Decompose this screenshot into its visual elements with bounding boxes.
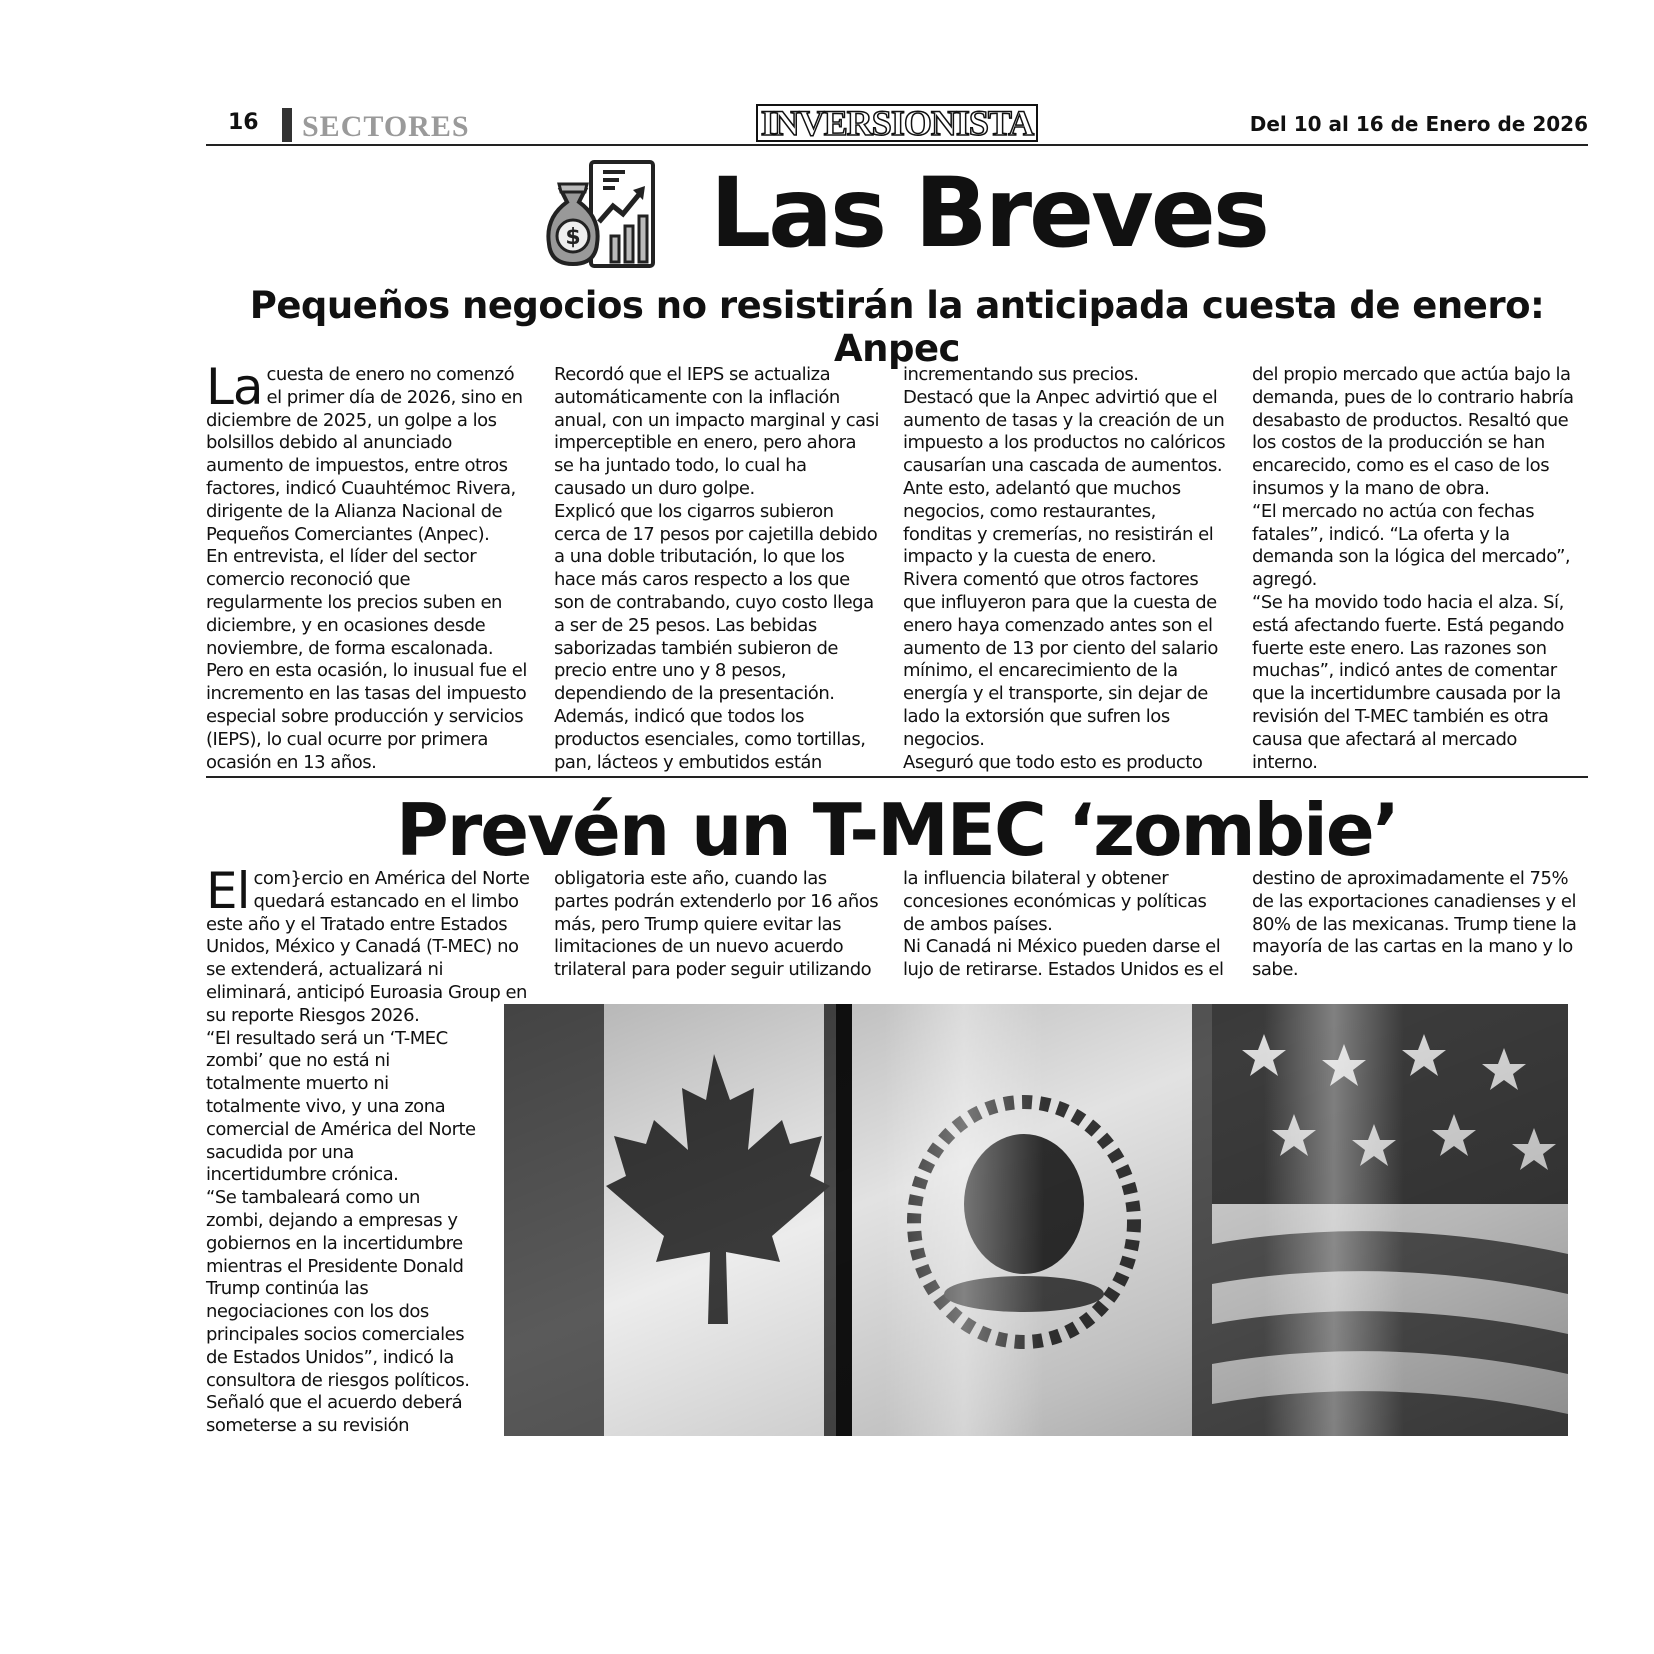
article1-column-2 xyxy=(554,364,879,774)
section-divider xyxy=(206,776,1588,778)
section-bar xyxy=(282,108,292,142)
paragraph: Además, indicó que todos los productos esenciales, como tortillas, pan, lácteos y embutidos están xyxy=(554,705,866,773)
paragraph: la influencia bilateral y obtener concesiones económicas y políticas de ambos países. xyxy=(903,868,1207,935)
page-header xyxy=(206,104,1588,146)
paragraph: “El mercado no actúa con fechas fatales”, indicó. “La oferta y la demanda son la lógica del mercado”, agregó. xyxy=(1252,500,1571,591)
paragraph: obligatoria este año, cuando las partes podrán extenderlo por 16 años más, pero Trump quiere evitar las limitaciones de un nuevo acuerdo trilateral para poder seguir utilizando xyxy=(554,868,879,981)
section-name: SECTORES xyxy=(302,110,470,143)
drop-cap: El xyxy=(206,862,250,920)
article1-column-4 xyxy=(1252,364,1577,774)
article-headline-tmec: Prevén un T-MEC ‘zombie’ xyxy=(395,788,1399,872)
paragraph: cuesta de enero no comenzó el primer día de 2026, sino en diciembre de 2025, un golpe a los bolsillos debido al anunciado aumento de impuestos, entre otros factores, indicó Cuauhtémoc Rivera, dirigente de la Alianza Nacional de Pequeños Comerciantes (Anpec). xyxy=(206,364,523,545)
article1-column-1 xyxy=(206,358,531,774)
paragraph: destino de aproximadamente el 75% de las exportaciones canadienses y el 80% de las mexicanas. Trump tiene la mayoría de las cartas en la mano y lo sabe. xyxy=(1252,868,1577,981)
paragraph: Explicó que los cigarros subieron cerca de 17 pesos por cajetilla debido a una doble tributación, lo que los hace más caros respecto a los que son de contrabando, cuyo costo llega a ser de 25 pesos. Las bebidas saborizadas también subieron de precio entre uno y 8 pesos, dependiendo de la presentación. xyxy=(554,500,878,705)
page-number: 16 xyxy=(228,110,259,135)
section-title: Las Breves xyxy=(710,157,1267,269)
drop-cap: La xyxy=(206,358,263,416)
paragraph: Destacó que la Anpec advirtió que el aumento de tasas y la creación de un impuesto a los productos no calóricos causarían una cascada de aumentos. Ante esto, adelantó que muchos negocios, como restaurantes, fonditas y cremerías, no resistirán el impacto y la cuesta de enero. xyxy=(903,386,1226,568)
paragraph: “Se ha movido todo hacia el alza. Sí, está afectando fuerte. Está pegando fuerte este enero. Las razones son muchas”, indicó antes de comentar que la incertidumbre causada por la revisión del T-MEC también es otra causa que afectará al mercado interno. xyxy=(1252,591,1564,773)
article2-column-4 xyxy=(1252,868,1577,982)
issue-date: Del 10 al 16 de Enero de 2026 xyxy=(1249,112,1588,136)
paragraph: “Se tambaleará como un zombi, dejando a empresas y gobiernos en la incertidumbre mientras el Presidente Donald Trump continúa las negociaciones con los dos principales socios comerciales de Estados Unidos”, indicó la consultora de riesgos políticos. xyxy=(206,1187,470,1391)
paragraph: incrementando sus precios. xyxy=(903,364,1139,385)
flags-canada-mexico-usa-photo xyxy=(504,1004,1568,1436)
paragraph: Pero en esta ocasión, lo inusual fue el incremento en las tasas del impuesto especial sobre producción y servicios (IEPS), lo cual ocurre por primera ocasión en 13 años. xyxy=(206,660,527,773)
article1-column-3 xyxy=(903,364,1228,774)
paragraph: Señaló que el acuerdo deberá someterse a su revisión xyxy=(206,1392,463,1437)
paragraph: Ni Canadá ni México pueden darse el lujo de retirarse. Estados Unidos es el xyxy=(903,936,1224,981)
article2-column-3 xyxy=(903,868,1228,982)
paragraph: com}ercio en América del Norte quedará estancado en el limbo este año y el Tratado entre Estados Unidos, México y Canadá (T-MEC) no se extenderá, actualizará ni eliminará, anticipó Euroasia Group en su reporte Riesgos 2026. xyxy=(206,868,530,1026)
money-bag-chart-icon xyxy=(541,160,657,270)
paragraph: Recordó que el IEPS se actualiza automáticamente con la inflación anual, con un impacto marginal y casi imperceptible en enero, pero ahora se ha juntado todo, lo cual ha causado un duro golpe. xyxy=(554,364,879,499)
article2-column-2 xyxy=(554,868,879,982)
paragraph: Rivera comentó que otros factores que influyeron para que la cuesta de enero haya comenzado antes son el aumento de 13 por ciento del salario mínimo, el encarecimiento de la energía y el transporte, sin dejar de lado la extorsión que sufren los negocios. xyxy=(903,569,1218,750)
svg-text:$: $ xyxy=(565,225,581,250)
paragraph: Aseguró que todo esto es producto xyxy=(903,751,1203,773)
paragraph: del propio mercado que actúa bajo la demanda, pues de lo contrario habría desabasto de productos. Resaltó que los costos de la producción se han encarecido, como es el caso de los insumos y la mano de obra. xyxy=(1252,364,1574,499)
article2-column-1 xyxy=(206,862,531,1438)
article-headline-anpec: Pequeños negocios no resistirán la anticipada cuesta de enero: Anpec xyxy=(249,284,1545,370)
masthead-logo: INVERSIONISTA xyxy=(756,104,1038,142)
paragraph: En entrevista, el líder del sector comercio reconoció que regularmente los precios suben en diciembre, y en ocasiones desde noviembre, de forma escalonada. xyxy=(206,546,502,659)
paragraph: “El resultado será un ‘T-MEC zombi’ que no está ni totalmente muerto ni totalmente vivo, y una zona comercial de América del Norte sacudida por una incertidumbre crónica. xyxy=(206,1027,476,1186)
